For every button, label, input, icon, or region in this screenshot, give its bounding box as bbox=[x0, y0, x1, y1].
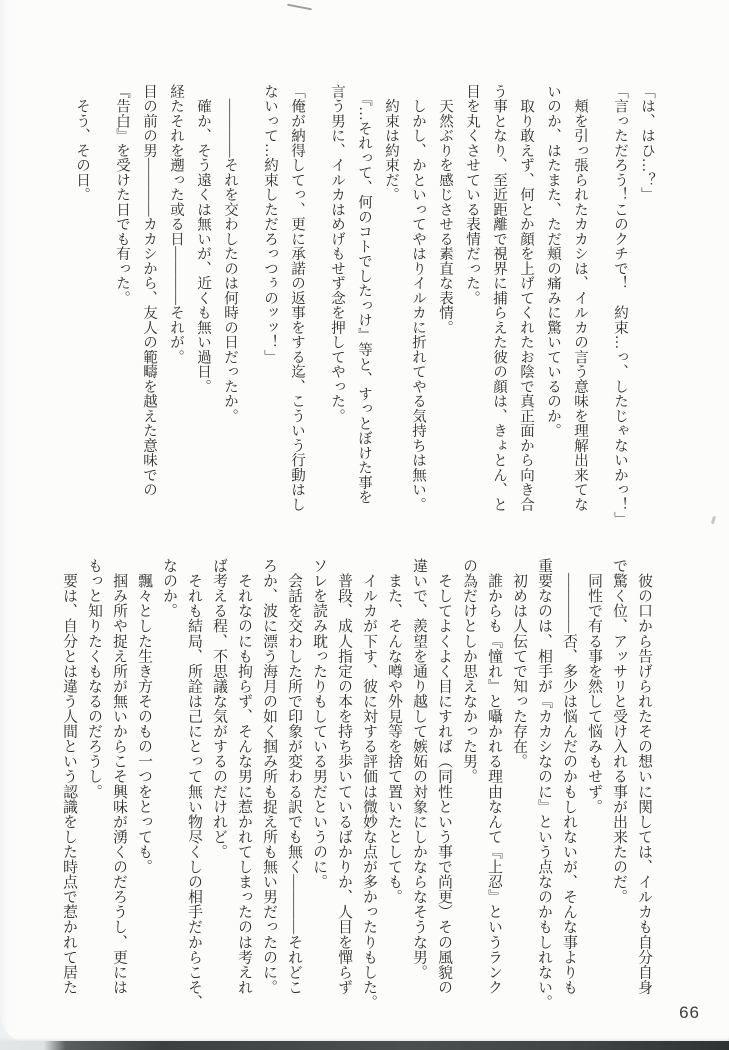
text-line: の為だけとしか思えなかった男。 bbox=[461, 558, 477, 784]
text-line: 取り敢えず、何とか顔を上げてくれたお陰で真正面から向き合 bbox=[518, 84, 534, 512]
text-line: それも結局、所詮は己にとって無い物尽くしの相手だからこそ、 bbox=[186, 558, 202, 1010]
text-line: 天然ぶりを感じさせる素直な表情。 bbox=[437, 84, 453, 335]
text-line: 『…それって、何のコトでしたっけ』等と、すっとぼけた事を bbox=[356, 84, 372, 505]
text-line: ろか、波に漂う海月の如く掴み所も捉え所も無い男だったのに。 bbox=[261, 558, 277, 995]
text-line: で驚く位、アッサリと受け入れる事が出来たのだ。 bbox=[611, 558, 627, 905]
text-line: ないって…約束しただろっつぅのッッ！」 bbox=[262, 84, 278, 365]
text-line: 確か、そう遠くは無いが、近くも無い過日。 bbox=[195, 84, 211, 394]
page-number: 66 bbox=[679, 1003, 700, 1022]
text-line: 『告白』を受けた日でも有った。 bbox=[114, 84, 130, 306]
text-line: 初めは人伝てで知った存在。 bbox=[511, 558, 527, 769]
text-line: いのか、はたまた、ただ頬の痛みに驚いているのか。 bbox=[545, 84, 561, 438]
text-line: もっと知りたくもなるのだろうし。 bbox=[86, 558, 102, 799]
text-line: 彼の口から告げられたその想いに関しては、イルカも自分自身 bbox=[636, 558, 652, 995]
text-line: 目の前の男――――カカシから、友人の範疇を越えた意味での bbox=[141, 84, 157, 497]
text-line: 要は、自分とは違う人間という認識をした時点で惹かれて居た bbox=[61, 558, 77, 995]
text-line: 同性で有る事を然して悩みもせず。 bbox=[586, 558, 602, 814]
text-line: また、そんな噂や外見等を捨て置いたとしても。 bbox=[386, 558, 402, 905]
text-line: 言う男に、イルカはめげもせず念を押してやった。 bbox=[329, 84, 345, 424]
text-line: 飄々とした生き方そのもの一つをとっても。 bbox=[136, 558, 152, 875]
text-line: なのか。 bbox=[161, 558, 177, 619]
text-line: ば考える程、不思議な気がするのだけれど。 bbox=[211, 558, 227, 859]
text-line: 「言っただろう！このクチで！ 約束…っ、したじゃないかっ！」 bbox=[612, 84, 628, 527]
text-line: そう、その日。 bbox=[74, 84, 90, 202]
text-line: それなのにも拘らず、そんな男に惹かれてしまったのは考えれ bbox=[236, 558, 252, 995]
text-line: 経たそれを遡った或る日――――それが。 bbox=[168, 84, 184, 365]
text-line: そしてよくよく目にすれば（同性という事で尚更）その風貌の bbox=[436, 558, 452, 995]
text-line: 違いで、羨望を通り越して嫉妬の対象にしかならなそうな男。 bbox=[411, 558, 427, 980]
vertical-text-block-bottom bbox=[56, 558, 656, 1013]
text-line: ソレを読み耽ったりもしている男だというのに。 bbox=[311, 558, 327, 890]
text-line: 目を丸くさせている表情だった。 bbox=[464, 84, 480, 306]
text-line: 「俺が納得してっ、更に承諾の返事をする迄、こういう行動はし bbox=[289, 84, 305, 512]
vertical-text-block-top bbox=[68, 84, 660, 527]
text-line: 掴み所や捉え所が無いからこそ興味が湧くのだろうし、更には bbox=[111, 558, 127, 995]
text-line: 「は、はひ…？」 bbox=[639, 84, 655, 202]
text-line: 約束は約束だ。 bbox=[383, 84, 399, 202]
text-line: う事となり、至近距離で視界に捕らえた彼の顔は、きょとん、と bbox=[491, 84, 507, 512]
text-line: 重要なのは、相手が『カカシなのに』という点なのかもしれない。 bbox=[536, 558, 552, 1010]
text-line: ――――否、多少は悩んだのかもしれないが、そんな事よりも bbox=[561, 558, 577, 995]
text-line: イルカが下す、彼に対する評価は微妙な点が多かったりもした。 bbox=[361, 558, 377, 1010]
text-line: しかし、かといってやはりイルカに折れてやる気持ちは無い。 bbox=[410, 84, 426, 512]
book-edge-band bbox=[0, 1041, 729, 1050]
text-line: 普段、成人指定の本を持ち歩いているばかりか、人目を憚らず bbox=[336, 558, 352, 995]
text-line: 頬を引っ張られたカカシは、イルカの言う意味を理解出来てな bbox=[572, 84, 588, 512]
text-line: 誰からも『憧れ』と囁かれる理由なんて『上忍』というランク bbox=[486, 558, 502, 995]
text-line: 会話を交わした所で印象が変わる訳でも無く――――それどこ bbox=[286, 558, 302, 995]
text-line: ――――それを交わしたのは何時の日だったか。 bbox=[222, 84, 238, 424]
